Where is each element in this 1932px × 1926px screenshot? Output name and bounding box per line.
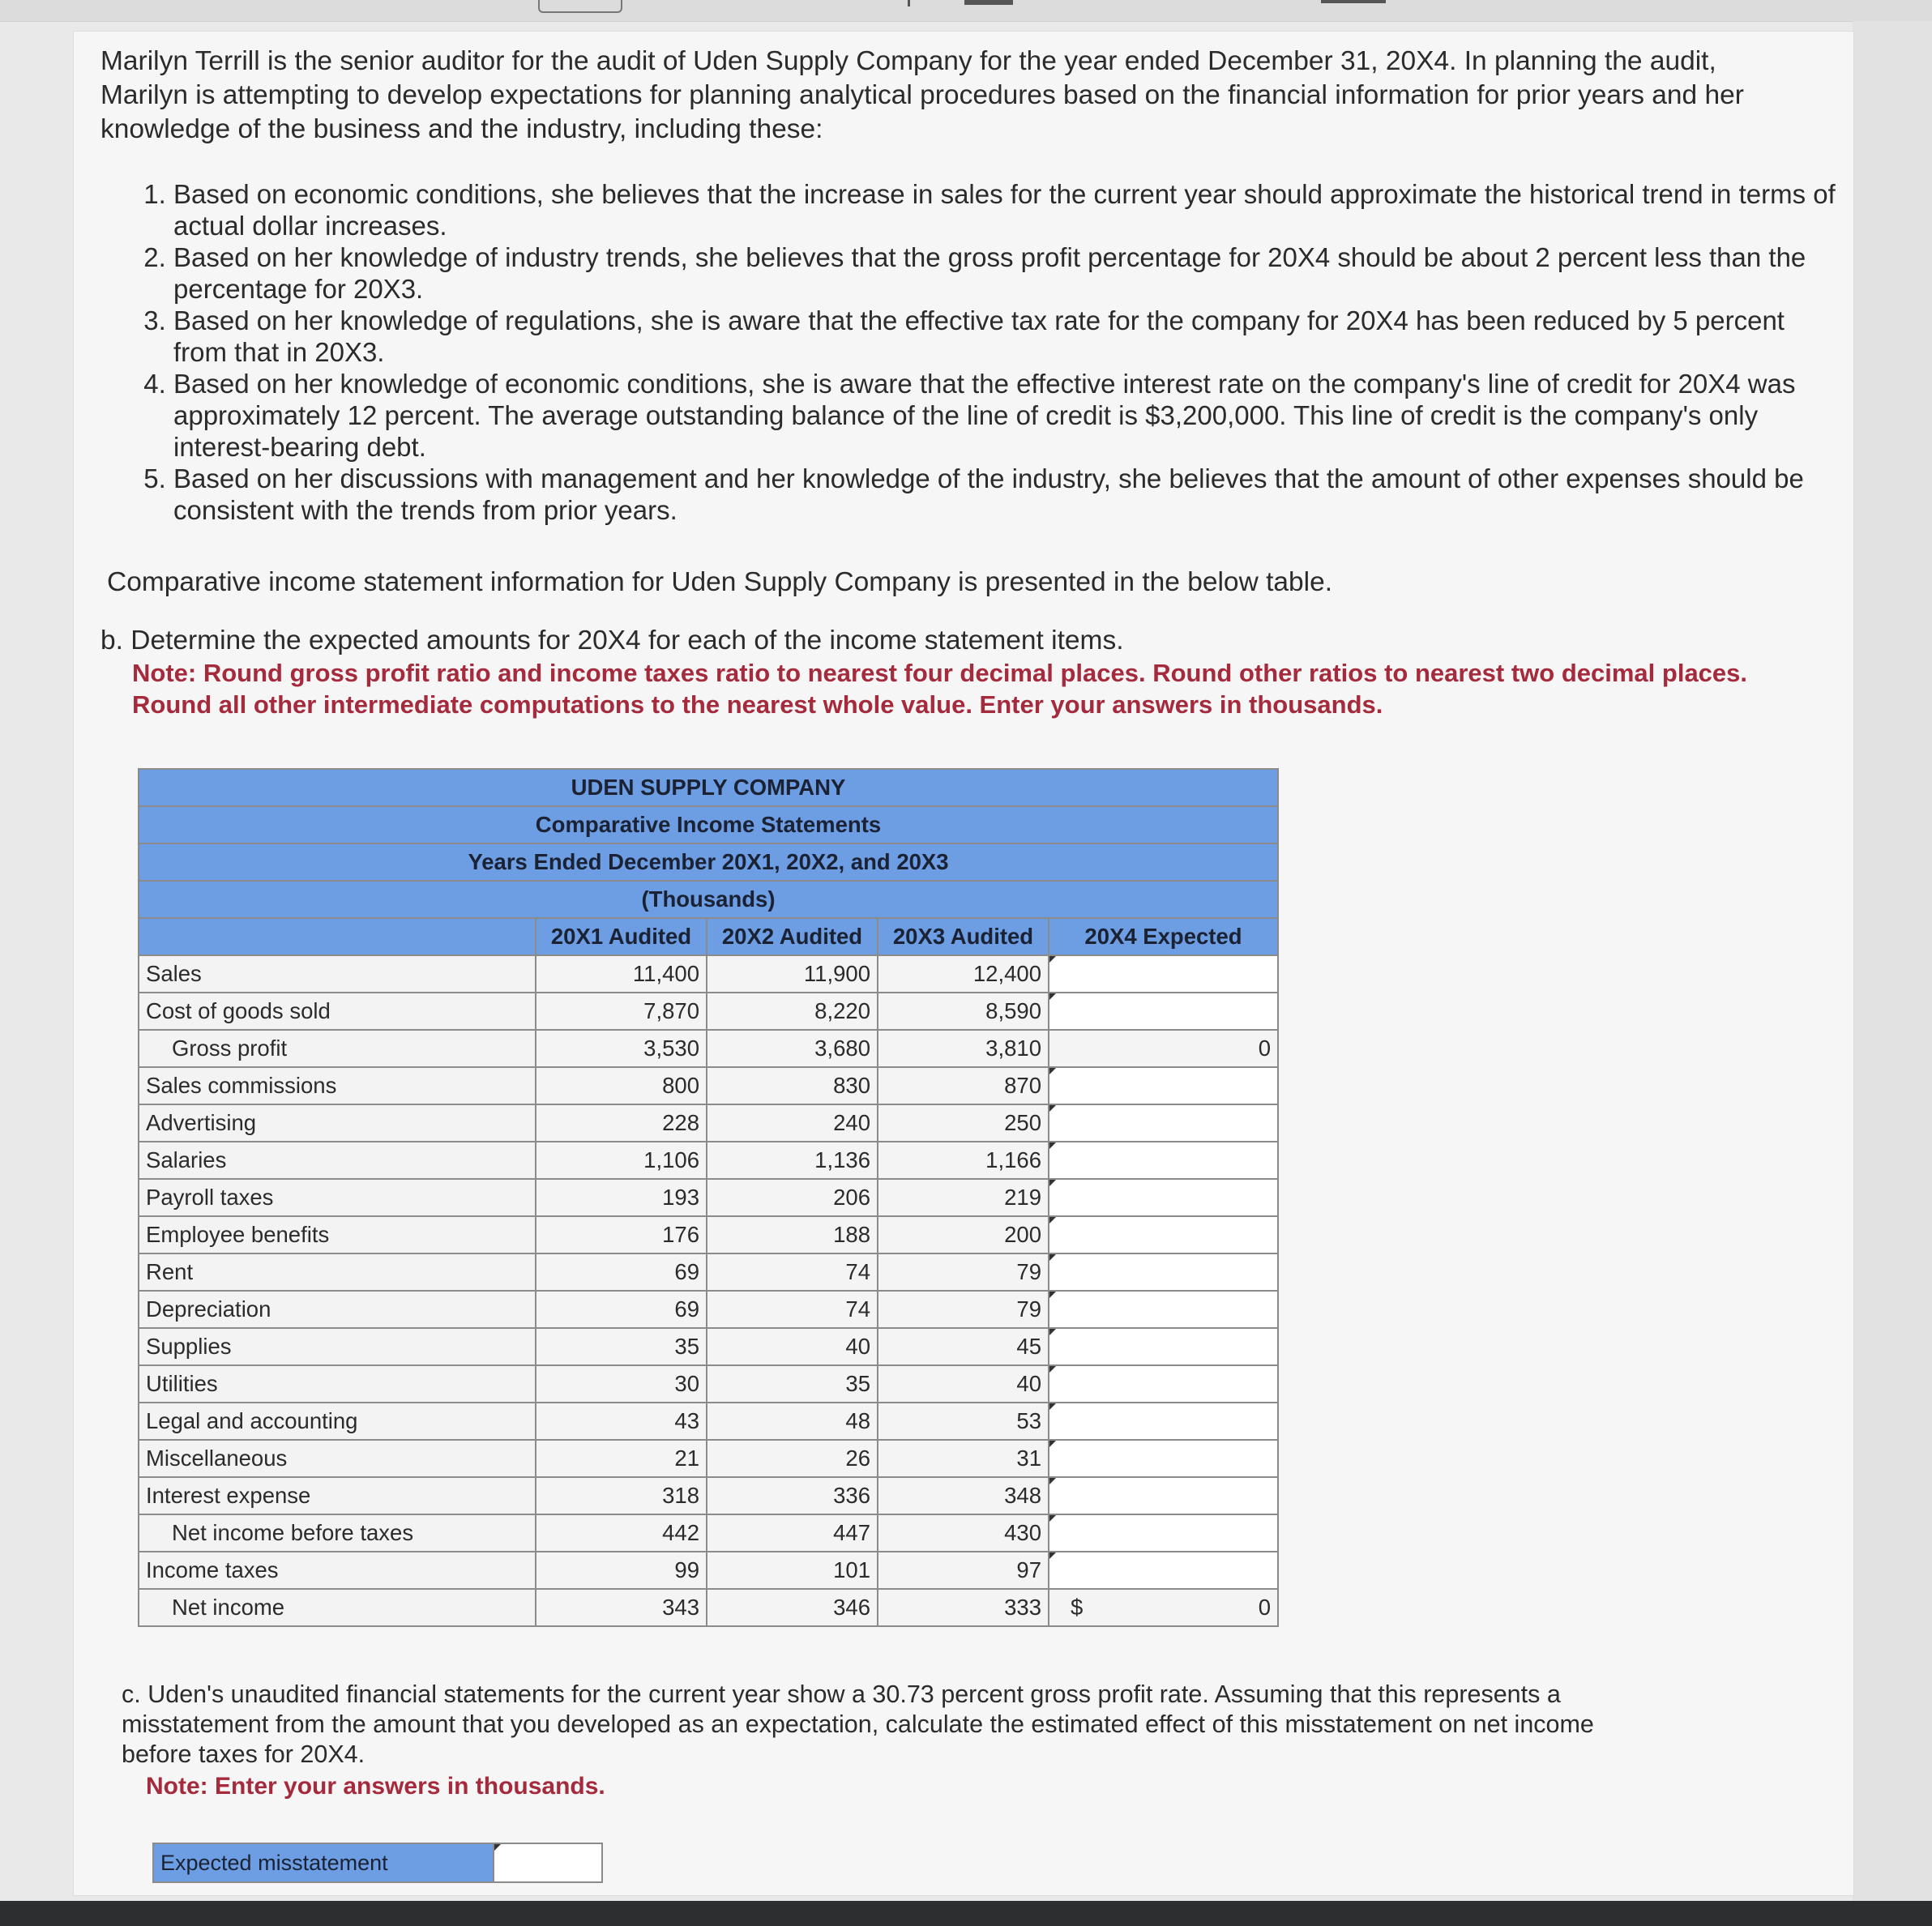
row-value-v2: 830 <box>707 1067 878 1104</box>
table-row <box>139 1104 1278 1142</box>
row-value-v3: 200 <box>878 1216 1049 1253</box>
expected-amount-input[interactable] <box>1056 1292 1274 1326</box>
list-item: 2. Based on her knowledge of industry trends, she believes that the gross profit percentage for 20X4 should be about 2 percent less than the percentage for 20X3. <box>173 241 1843 305</box>
expected-misstatement-row <box>152 1843 603 1883</box>
row-value-v2: 240 <box>707 1104 878 1142</box>
row-label: Net income before taxes <box>139 1514 536 1552</box>
expected-amount-input[interactable] <box>1056 1404 1274 1438</box>
row-value-v1: 99 <box>536 1552 707 1589</box>
list-item: 3. Based on her knowledge of regulations, she is aware that the effective tax rate for the company for 20X4 has been reduced by 5 percent from that in 20X3. <box>173 305 1843 368</box>
row-value-v1: 176 <box>536 1216 707 1253</box>
row-value-v3: 12,400 <box>878 955 1049 993</box>
expected-amount-cell[interactable] <box>1049 1216 1278 1253</box>
row-value-v3: 45 <box>878 1328 1049 1365</box>
row-value-v1: 11,400 <box>536 955 707 993</box>
row-value-v2: 3,680 <box>707 1030 878 1067</box>
table-row <box>139 1142 1278 1179</box>
expected-amount-cell[interactable] <box>1049 955 1278 993</box>
column-header-20x3: 20X3 Audited <box>878 918 1049 955</box>
expected-misstatement-input[interactable] <box>494 1844 605 1883</box>
expected-amount-input[interactable] <box>1056 1330 1274 1364</box>
row-value-v1: 30 <box>536 1365 707 1403</box>
expected-amount-cell[interactable] <box>1049 1552 1278 1589</box>
row-value-v1: 43 <box>536 1403 707 1440</box>
row-value-v1: 800 <box>536 1067 707 1104</box>
row-value-v2: 26 <box>707 1440 878 1477</box>
expected-amount-input[interactable] <box>1056 1069 1274 1103</box>
column-header-label <box>139 918 536 955</box>
table-row <box>139 1514 1278 1552</box>
part-c-letter: c. <box>122 1680 141 1708</box>
row-label: Cost of goods sold <box>139 993 536 1030</box>
table-row <box>139 1552 1278 1589</box>
row-value-v1: 193 <box>536 1179 707 1216</box>
row-label: Sales <box>139 955 536 993</box>
row-value-v3: 97 <box>878 1552 1049 1589</box>
expected-amount-cell[interactable] <box>1049 1328 1278 1365</box>
expected-amount-cell[interactable] <box>1049 1440 1278 1477</box>
list-item: 1. Based on economic conditions, she believes that the increase in sales for the current year should approximate the historical trend in terms of actual dollar increases. <box>173 178 1843 241</box>
toolbar-divider <box>964 0 1013 5</box>
part-b-prompt <box>100 626 1124 656</box>
expected-amount-input[interactable] <box>1056 1516 1274 1550</box>
table-row <box>139 1067 1278 1104</box>
currency-symbol: $ <box>1071 1595 1084 1620</box>
row-value-v2: 101 <box>707 1552 878 1589</box>
expected-amount-cell[interactable] <box>1049 1104 1278 1142</box>
table-row <box>139 993 1278 1030</box>
row-value-v3: 40 <box>878 1365 1049 1403</box>
expected-total-cell <box>1049 1030 1278 1067</box>
statement-period: Years Ended December 20X1, 20X2, and 20X3 <box>139 843 1278 881</box>
expected-amount-input[interactable] <box>1056 1367 1274 1401</box>
row-value-v2: 346 <box>707 1589 878 1626</box>
table-row <box>139 1216 1278 1253</box>
expected-total-cell <box>1049 1589 1278 1626</box>
expected-misstatement-label: Expected misstatement <box>154 1844 493 1881</box>
table-row <box>139 1291 1278 1328</box>
row-label: Sales commissions <box>139 1067 536 1104</box>
table-row <box>139 1328 1278 1365</box>
row-value-v2: 48 <box>707 1403 878 1440</box>
row-label: Rent <box>139 1253 536 1291</box>
row-value-v2: 188 <box>707 1216 878 1253</box>
problem-intro: Marilyn Terrill is the senior auditor for the audit of Uden Supply Company for the year ended December 31, 20X4. In planning the audit, Marilyn is attempting to develop expectations for planning analytical procedures based on the financial information for prior years and her knowledge of the business and the industry, including these: <box>100 46 1744 144</box>
expected-amount-input[interactable] <box>1056 1218 1274 1252</box>
column-header-20x1: 20X1 Audited <box>536 918 707 955</box>
row-label: Miscellaneous <box>139 1440 536 1477</box>
expected-amount-cell[interactable] <box>1049 1365 1278 1403</box>
row-value-v3: 1,166 <box>878 1142 1049 1179</box>
expected-total-value: 0 <box>1258 1036 1271 1061</box>
list-item: 5. Based on her discussions with management and her knowledge of the industry, she believes that the amount of other expenses should be consistent with the trends from prior years. <box>173 463 1843 526</box>
row-value-v3: 53 <box>878 1403 1049 1440</box>
row-label: Employee benefits <box>139 1216 536 1253</box>
row-value-v1: 69 <box>536 1291 707 1328</box>
part-b-letter: b. <box>100 626 123 656</box>
row-value-v3: 8,590 <box>878 993 1049 1030</box>
table-row <box>139 1179 1278 1216</box>
expected-amount-input[interactable] <box>1056 1553 1274 1587</box>
row-value-v1: 1,106 <box>536 1142 707 1179</box>
row-label: Interest expense <box>139 1477 536 1514</box>
part-c-note: Note: Enter your answers in thousands. <box>146 1773 605 1800</box>
expected-amount-input[interactable] <box>1056 1106 1274 1140</box>
expected-amount-cell[interactable] <box>1049 1291 1278 1328</box>
row-value-v2: 35 <box>707 1365 878 1403</box>
expected-amount-input[interactable] <box>1056 1255 1274 1289</box>
expected-amount-cell[interactable] <box>1049 1477 1278 1514</box>
table-row <box>139 1030 1278 1067</box>
row-value-v1: 442 <box>536 1514 707 1552</box>
top-toolbar-strip <box>0 0 1932 22</box>
expected-amount-input[interactable] <box>1056 1143 1274 1177</box>
table-row <box>139 1403 1278 1440</box>
bottom-bar <box>0 1901 1932 1926</box>
expected-amount-input[interactable] <box>1056 1479 1274 1513</box>
column-header-20x2: 20X2 Audited <box>707 918 878 955</box>
row-value-v1: 21 <box>536 1440 707 1477</box>
row-label: Advertising <box>139 1104 536 1142</box>
row-value-v2: 8,220 <box>707 993 878 1030</box>
row-value-v1: 318 <box>536 1477 707 1514</box>
expected-amount-input[interactable] <box>1056 1441 1274 1475</box>
row-value-v3: 250 <box>878 1104 1049 1142</box>
part-b-text: Determine the expected amounts for 20X4 for each of the income statement items. <box>130 626 1124 656</box>
statement-units: (Thousands) <box>139 881 1278 918</box>
expected-amount-input[interactable] <box>1056 994 1274 1028</box>
row-value-v2: 11,900 <box>707 955 878 993</box>
part-c-text: Uden's unaudited financial statements for the current year show a 30.73 percent gross profit rate. Assuming that this represents a misstatement from the amount that you developed as an expectation, calculate the estimated effect of this misstatement on net income before taxes for 20X4. <box>122 1680 1594 1768</box>
row-value-v3: 348 <box>878 1477 1049 1514</box>
expected-amount-cell[interactable] <box>1049 1179 1278 1216</box>
row-value-v2: 336 <box>707 1477 878 1514</box>
row-value-v2: 74 <box>707 1253 878 1291</box>
row-label: Salaries <box>139 1142 536 1179</box>
row-label: Legal and accounting <box>139 1403 536 1440</box>
page-gutter <box>1853 21 1932 1901</box>
expected-amount-input[interactable] <box>1056 957 1274 991</box>
row-value-v3: 79 <box>878 1291 1049 1328</box>
part-b-note: Note: Round gross profit ratio and income taxes ratio to nearest four decimal places. Round other ratios to nearest two decimal places. Round all other intermediate computations to the nearest whole value. Enter your answers in thousands. <box>132 659 1748 719</box>
row-value-v1: 343 <box>536 1589 707 1626</box>
row-value-v3: 333 <box>878 1589 1049 1626</box>
row-label: Gross profit <box>139 1030 536 1067</box>
list-item: 4. Based on her knowledge of economic conditions, she is aware that the effective interest rate on the company's line of credit for 20X4 was approximately 12 percent. The average outstanding balance of the line of credit is $3,200,000. This line of credit is the company's only interest-bearing debt. <box>173 368 1843 463</box>
expected-amount-input[interactable] <box>1056 1181 1274 1215</box>
table-row <box>139 1365 1278 1403</box>
row-value-v2: 447 <box>707 1514 878 1552</box>
table-row <box>139 1589 1278 1626</box>
row-value-v2: 74 <box>707 1291 878 1328</box>
expected-misstatement-cell[interactable] <box>493 1844 601 1881</box>
row-label: Supplies <box>139 1328 536 1365</box>
row-value-v3: 3,810 <box>878 1030 1049 1067</box>
row-value-v3: 79 <box>878 1253 1049 1291</box>
income-statement-table <box>138 768 1279 1627</box>
row-value-v2: 206 <box>707 1179 878 1216</box>
row-value-v2: 1,136 <box>707 1142 878 1179</box>
statement-title: Comparative Income Statements <box>139 806 1278 843</box>
expected-amount-cell[interactable] <box>1049 993 1278 1030</box>
expected-amount-cell[interactable] <box>1049 1403 1278 1440</box>
row-label: Utilities <box>139 1365 536 1403</box>
table-row <box>139 1253 1278 1291</box>
company-title: UDEN SUPPLY COMPANY <box>139 769 1278 806</box>
row-value-v1: 3,530 <box>536 1030 707 1067</box>
row-value-v3: 219 <box>878 1179 1049 1216</box>
expected-amount-cell[interactable] <box>1049 1067 1278 1104</box>
row-label: Payroll taxes <box>139 1179 536 1216</box>
expected-amount-cell[interactable] <box>1049 1253 1278 1291</box>
part-c-prompt <box>122 1680 1661 1770</box>
row-value-v1: 69 <box>536 1253 707 1291</box>
row-value-v1: 228 <box>536 1104 707 1142</box>
row-value-v3: 870 <box>878 1067 1049 1104</box>
assumption-list <box>138 178 1843 526</box>
toolbar-divider <box>908 0 910 6</box>
expected-total-value: 0 <box>1258 1595 1271 1620</box>
row-label: Depreciation <box>139 1291 536 1328</box>
row-value-v2: 40 <box>707 1328 878 1365</box>
toolbar-divider <box>1321 0 1386 3</box>
comparative-statement-text: Comparative income statement information for Uden Supply Company is presented in the below table. <box>107 567 1333 597</box>
toolbar-button-fragment[interactable] <box>538 0 622 13</box>
table-row <box>139 955 1278 993</box>
row-value-v3: 31 <box>878 1440 1049 1477</box>
column-header-20x4: 20X4 Expected <box>1049 918 1278 955</box>
table-row <box>139 1477 1278 1514</box>
expected-amount-cell[interactable] <box>1049 1514 1278 1552</box>
row-value-v1: 7,870 <box>536 993 707 1030</box>
row-label: Net income <box>139 1589 536 1626</box>
row-label: Income taxes <box>139 1552 536 1589</box>
table-row <box>139 1440 1278 1477</box>
row-value-v3: 430 <box>878 1514 1049 1552</box>
row-value-v1: 35 <box>536 1328 707 1365</box>
expected-amount-cell[interactable] <box>1049 1142 1278 1179</box>
